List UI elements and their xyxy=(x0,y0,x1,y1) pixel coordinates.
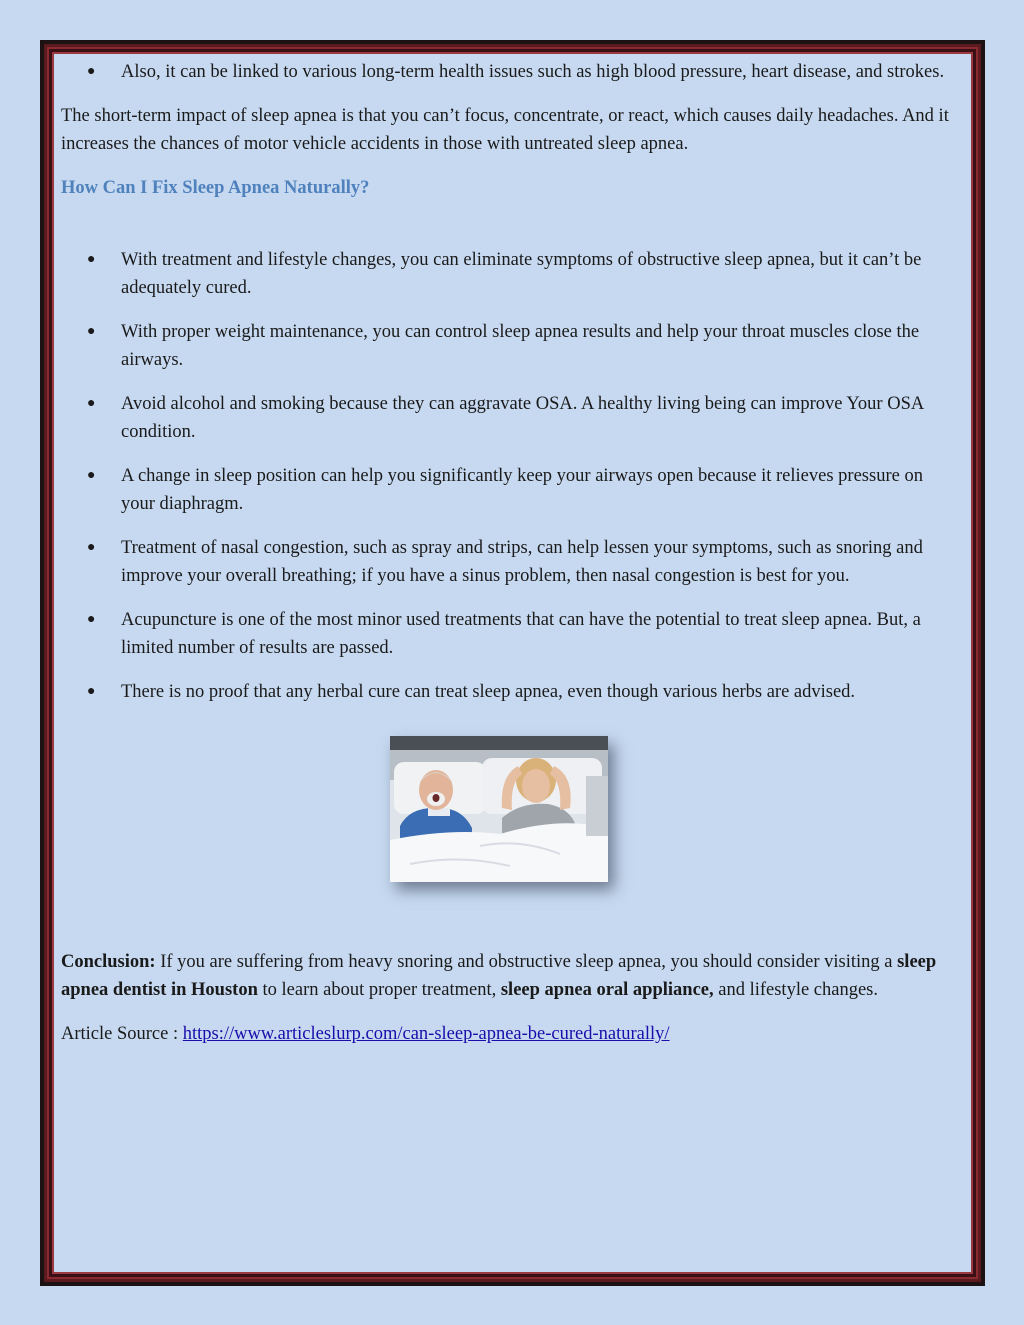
article-source xyxy=(61,1020,957,1048)
bullet-dot-icon: ● xyxy=(87,252,96,267)
conclusion-text-2: to learn about proper treatment, xyxy=(257,980,501,1000)
bullet-dot-icon: ● xyxy=(87,64,96,79)
bullet-text: With proper weight maintenance, you can control sleep apnea results and help your throat muscles close the airways. xyxy=(121,322,920,370)
remedies-bullet-list xyxy=(61,246,957,706)
list-item xyxy=(61,534,957,590)
bullet-dot-icon: ● xyxy=(87,612,96,627)
bullet-dot-icon: ● xyxy=(87,396,96,411)
list-item xyxy=(61,390,957,446)
top-bullet-list xyxy=(61,58,957,86)
list-item xyxy=(61,462,957,518)
bullet-dot-icon: ● xyxy=(87,540,96,555)
list-item xyxy=(61,606,957,662)
list-item xyxy=(61,678,957,706)
list-item xyxy=(61,318,957,374)
bullet-text: There is no proof that any herbal cure can treat sleep apnea, even though various herbs are advised. xyxy=(121,682,856,702)
bullet-dot-icon: ● xyxy=(87,468,96,483)
short-term-paragraph: The short-term impact of sleep apnea is that you can’t focus, concentrate, or react, which causes daily headaches. And it increases the chances of motor vehicle accidents in those with untreated sleep apnea. xyxy=(61,106,949,154)
article-source-label: Article Source : xyxy=(61,1024,183,1044)
bullet-text: Avoid alcohol and smoking because they can aggravate OSA. A healthy living being can improve Your OSA condition. xyxy=(121,394,924,442)
oral-appliance-bold: sleep apnea oral appliance, xyxy=(500,980,714,1000)
bullet-dot-icon: ● xyxy=(87,324,96,339)
houston-dentist-bold: sleep apnea dentist in Houston xyxy=(61,952,937,1000)
list-item xyxy=(61,58,957,86)
couple-in-bed-photo xyxy=(390,736,608,882)
bullet-text: With treatment and lifestyle changes, you can eliminate symptoms of obstructive sleep apnea, but it can’t be adequately cured. xyxy=(121,250,922,298)
document-content xyxy=(61,58,957,1064)
bullet-text: A change in sleep position can help you significantly keep your airways open because it relieves pressure on your diaphragm. xyxy=(121,466,923,514)
couple-in-bed-illustration xyxy=(390,736,608,882)
section-heading: How Can I Fix Sleep Apnea Naturally? xyxy=(61,178,370,198)
list-item xyxy=(61,246,957,302)
bullet-dot-icon: ● xyxy=(87,684,96,699)
bullet-text: Also, it can be linked to various long-term health issues such as high blood pressure, heart disease, and strokes. xyxy=(121,62,945,82)
conclusion-paragraph xyxy=(61,948,957,1004)
conclusion-text-1: If you are suffering from heavy snoring and obstructive sleep apnea, you should consider visiting a xyxy=(155,952,898,972)
conclusion-label: Conclusion: xyxy=(61,952,156,972)
bullet-text: Acupuncture is one of the most minor used treatments that can have the potential to treat sleep apnea. But, a limited number of results are passed. xyxy=(121,610,921,658)
bullet-text: Treatment of nasal congestion, such as spray and strips, can help lessen your symptoms, such as snoring and improve your overall breathing; if you have a sinus problem, then nasal congestion is best for you. xyxy=(121,538,923,586)
article-source-link[interactable]: https://www.articleslurp.com/can-sleep-apnea-be-cured-naturally/ xyxy=(182,1024,670,1044)
conclusion-text-3: and lifestyle changes. xyxy=(713,980,879,1000)
